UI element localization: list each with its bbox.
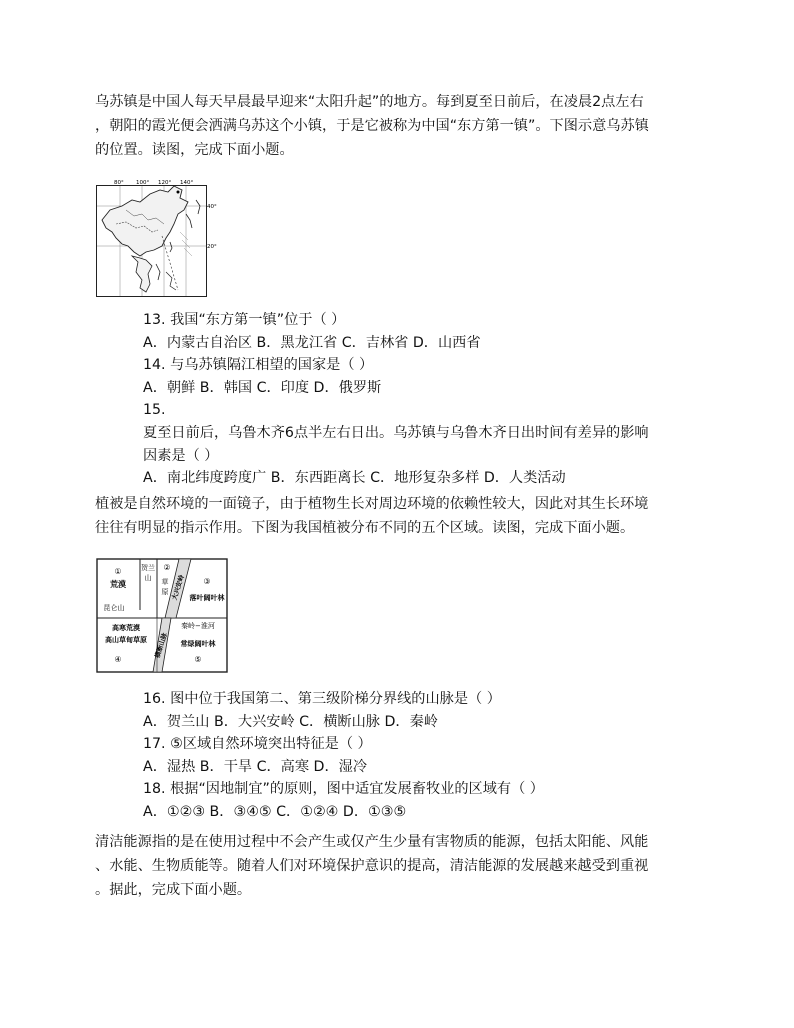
question-16-options: A．贺兰山 B．大兴安岭 C．横断山脉 D．秦岭 <box>143 713 438 730</box>
diagram-graphic <box>96 558 230 674</box>
lon-label: 120° <box>158 180 172 186</box>
lat-label: 20° <box>207 244 217 250</box>
lon-label: 100° <box>136 180 150 186</box>
helan-mountain-label: 贺兰 <box>141 564 155 572</box>
region-4-name: 高山草甸草原 <box>105 636 147 644</box>
region-2-name: 原 <box>161 588 169 596</box>
region-3-number: ③ <box>203 577 211 586</box>
region-5-name: 常绿阔叶林 <box>180 640 216 648</box>
questions-13-15 <box>143 309 703 490</box>
region-3-name: 落叶阔叶林 <box>189 594 225 602</box>
text-line: ，朝阳的霞光便会洒满乌苏这个小镇，于是它被称为中国“东方第一镇”。下图示意乌苏镇 <box>95 118 649 134</box>
passage-clean-energy-intro <box>95 830 707 902</box>
text-line: 。据此，完成下面小题。 <box>95 882 252 898</box>
question-16: 16. 图中位于我国第二、第三级阶梯分界线的山脉是（ ） <box>143 691 501 707</box>
question-18-options: A．①②③ B．③④⑤ C．①②④ D．①③⑤ <box>143 803 407 820</box>
question-15: 夏至日前后，乌鲁木齐6点半左右日出。乌苏镇与乌鲁木齐日出时间有差异的影响 <box>143 424 649 441</box>
text-line: 的位置。读图，完成下面小题。 <box>95 142 294 158</box>
question-14: 14. 与乌苏镇隔江相望的国家是（ ） <box>143 357 374 374</box>
vegetation-regions-diagram <box>96 558 230 674</box>
passage-vegetation-intro <box>95 492 707 540</box>
region-2-name: 草 <box>161 578 169 586</box>
map-graphic <box>96 180 218 298</box>
text-line: 、水能、生物质能等。随着人们对环境保护意识的提高，清洁能源的发展越来越受到重视 <box>95 858 649 874</box>
region-2-number: ② <box>163 563 171 572</box>
question-15-options: A．南北纬度跨度广 B．东西距离长 C．地形复杂多样 D．人类活动 <box>143 470 566 487</box>
text-line: 清洁能源指的是在使用过程中不会产生或仅产生少量有害物质的能源，包括太阳能、风能 <box>95 834 649 850</box>
question-14-options: A．朝鲜 B．韩国 C．印度 D．俄罗斯 <box>143 379 382 396</box>
region-4-name: 高寒荒漠 <box>112 624 140 632</box>
question-17: 17. ⑤区域自然环境突出特征是（ ） <box>143 736 372 753</box>
wusu-location-map <box>96 180 218 298</box>
region-5-number: ⑤ <box>194 655 202 664</box>
daxinganling-label: 大兴安岭 <box>170 573 186 601</box>
region-4-number: ④ <box>114 655 122 664</box>
questions-16-18 <box>143 688 703 824</box>
question-15: 因素是（ ） <box>143 447 219 464</box>
hengduan-label: 横断山脉 <box>153 631 169 659</box>
question-17-options: A．湿热 B．干旱 C．高寒 D．湿冷 <box>143 758 368 775</box>
helan-mountain-label: 山 <box>144 574 152 582</box>
lon-label: 140° <box>180 180 194 186</box>
text-line: 植被是自然环境的一面镜子，由于植物生长对周边环境的依赖性较大，因此对其生长环境 <box>95 496 649 512</box>
question-13: 13. 我国“东方第一镇”位于（ ） <box>143 312 346 328</box>
lat-label: 40° <box>207 204 217 210</box>
qinling-huaihe-label: 秦岭−淮河 <box>181 622 215 630</box>
passage-wusu-intro <box>95 90 707 162</box>
lon-label: 80° <box>114 180 124 186</box>
question-18: 18. 根据“因地制宜”的原则，图中适宜发展畜牧业的区域有（ ） <box>143 781 544 798</box>
text-line: 乌苏镇是中国人每天早晨最早迎来“太阳升起”的地方。每到夏至日前后，在凌晨2点左右 <box>95 94 644 110</box>
kunlun-mountain-label: 昆仑山 <box>103 604 125 612</box>
question-15-number: 15. <box>143 402 166 419</box>
region-1-number: ① <box>114 567 122 576</box>
question-13-options: A．内蒙古自治区 B．黑龙江省 C．吉林省 D．山西省 <box>143 334 481 351</box>
region-1-name: 荒漠 <box>110 580 126 589</box>
text-line: 往往有明显的指示作用。下图为我国植被分布不同的五个区域。读图，完成下面小题。 <box>95 520 635 536</box>
